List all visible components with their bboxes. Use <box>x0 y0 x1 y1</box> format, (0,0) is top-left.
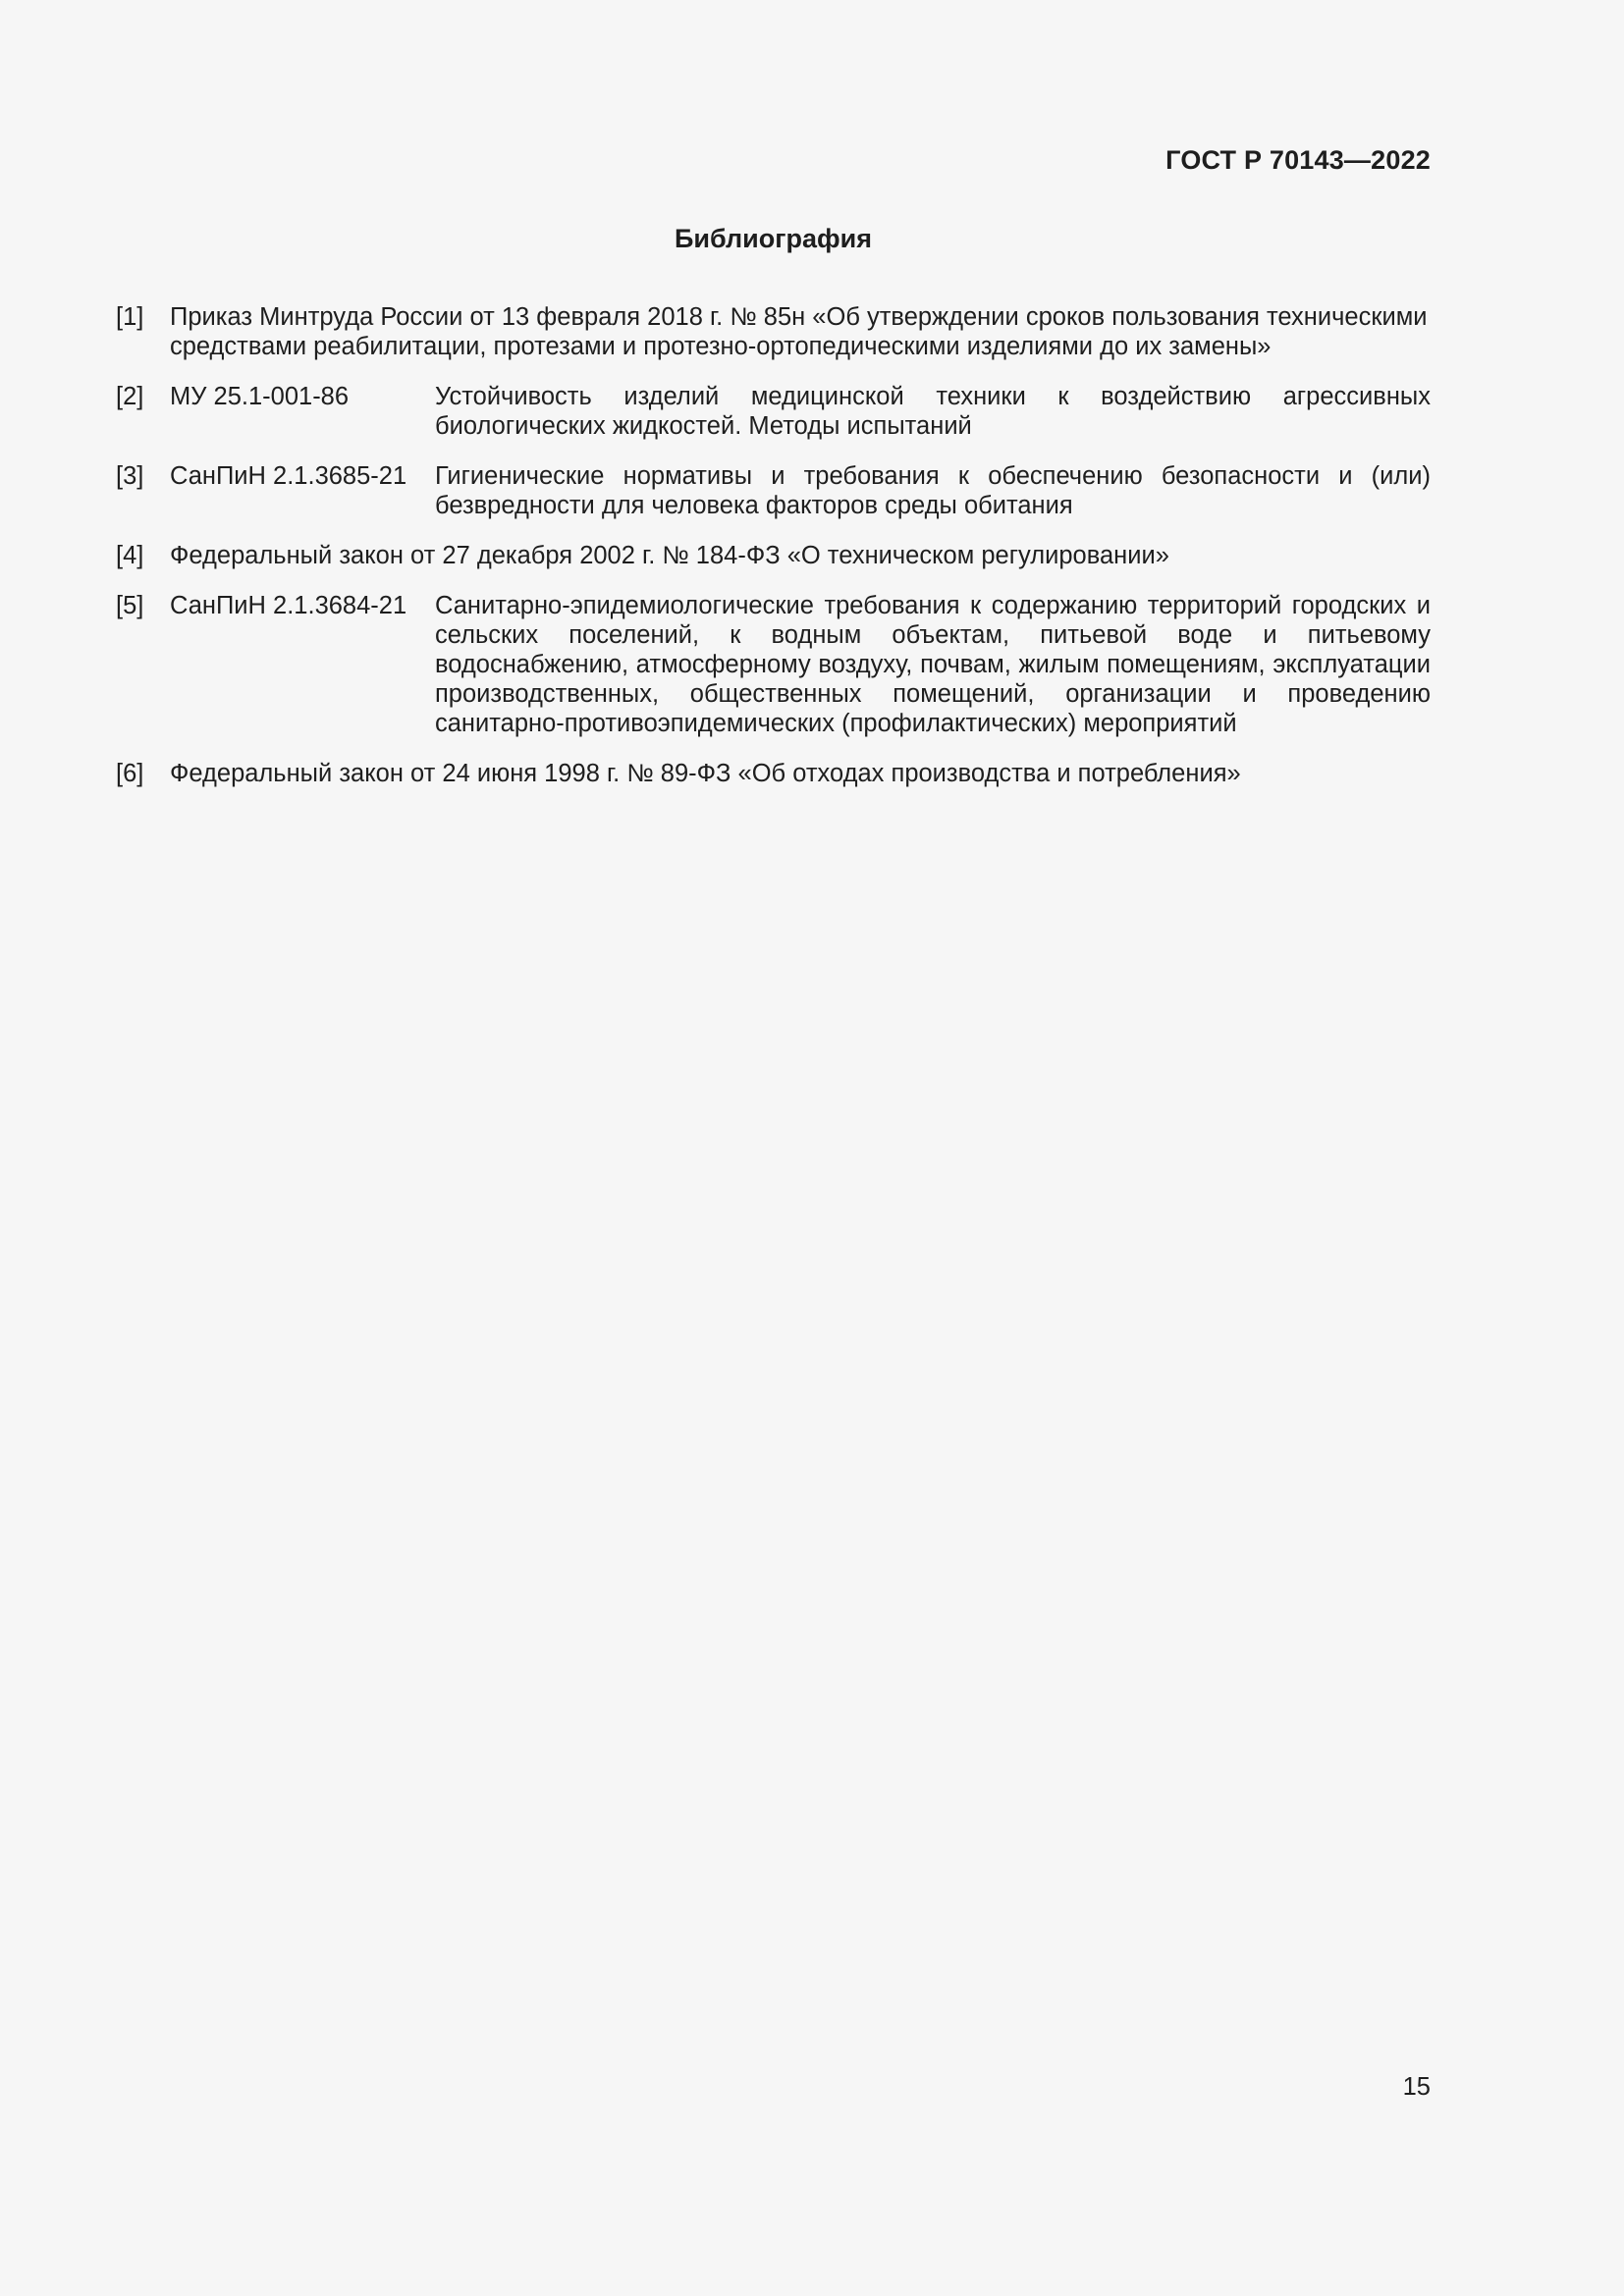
entry-number: [4] <box>116 542 144 569</box>
bibliography-entry-1 <box>116 302 1431 361</box>
entry-code: МУ 25.1-001-86 <box>170 383 350 410</box>
entry-number: [5] <box>116 592 144 619</box>
entry-text: Федеральный закон от 27 декабря 2002 г. № 184-ФЗ «О техническом регулировании» <box>170 542 1169 569</box>
bibliography-list <box>116 302 1431 809</box>
bibliography-entry-4 <box>116 541 1431 570</box>
entry-number: [3] <box>116 462 144 490</box>
entry-number: [1] <box>116 303 144 331</box>
bibliography-entry-3 <box>116 461 1431 520</box>
entry-number: [6] <box>116 760 144 787</box>
entry-text: Приказ Минтруда России от 13 февраля 2018 г. № 85н «Об утверждении сроков пользования техническими средствами реабилитации, протезами и протезно-ортопедическими изделиями до их замены» <box>170 303 1428 360</box>
bibliography-entry-2 <box>116 382 1431 441</box>
entry-code: СанПиН 2.1.3685-21 <box>170 462 407 490</box>
entry-number: [2] <box>116 383 144 410</box>
bibliography-entry-6 <box>116 759 1431 788</box>
section-title: Библиография <box>675 224 872 253</box>
entry-text: Федеральный закон от 24 июня 1998 г. № 89-ФЗ «Об отходах производства и потребления» <box>170 760 1241 787</box>
entry-text: Устойчивость изделий медицинской техники к воздействию агрессивных биологических жидкостей. Методы испытаний <box>435 383 1431 440</box>
entry-text: Санитарно-эпидемиологические требования к содержанию территорий городских и сельских поселений, к водным объектам, питьевой воде и питьевому водоснабжению, атмосферному воздуху, почвам, жилым помещениям, эксплуатации производственных, общественных помещений, организации и проведению санитарно-противоэпидемических (профилактических) мероприятий <box>435 592 1431 737</box>
page-number: 15 <box>1402 2073 1431 2101</box>
entry-text: Гигиенические нормативы и требования к обеспечению безопасности и (или) безвредности для человека факторов среды обитания <box>435 462 1431 519</box>
bibliography-entry-5 <box>116 591 1431 738</box>
document-code: ГОСТ Р 70143—2022 <box>1165 145 1431 175</box>
entry-code: СанПиН 2.1.3684-21 <box>170 592 407 619</box>
